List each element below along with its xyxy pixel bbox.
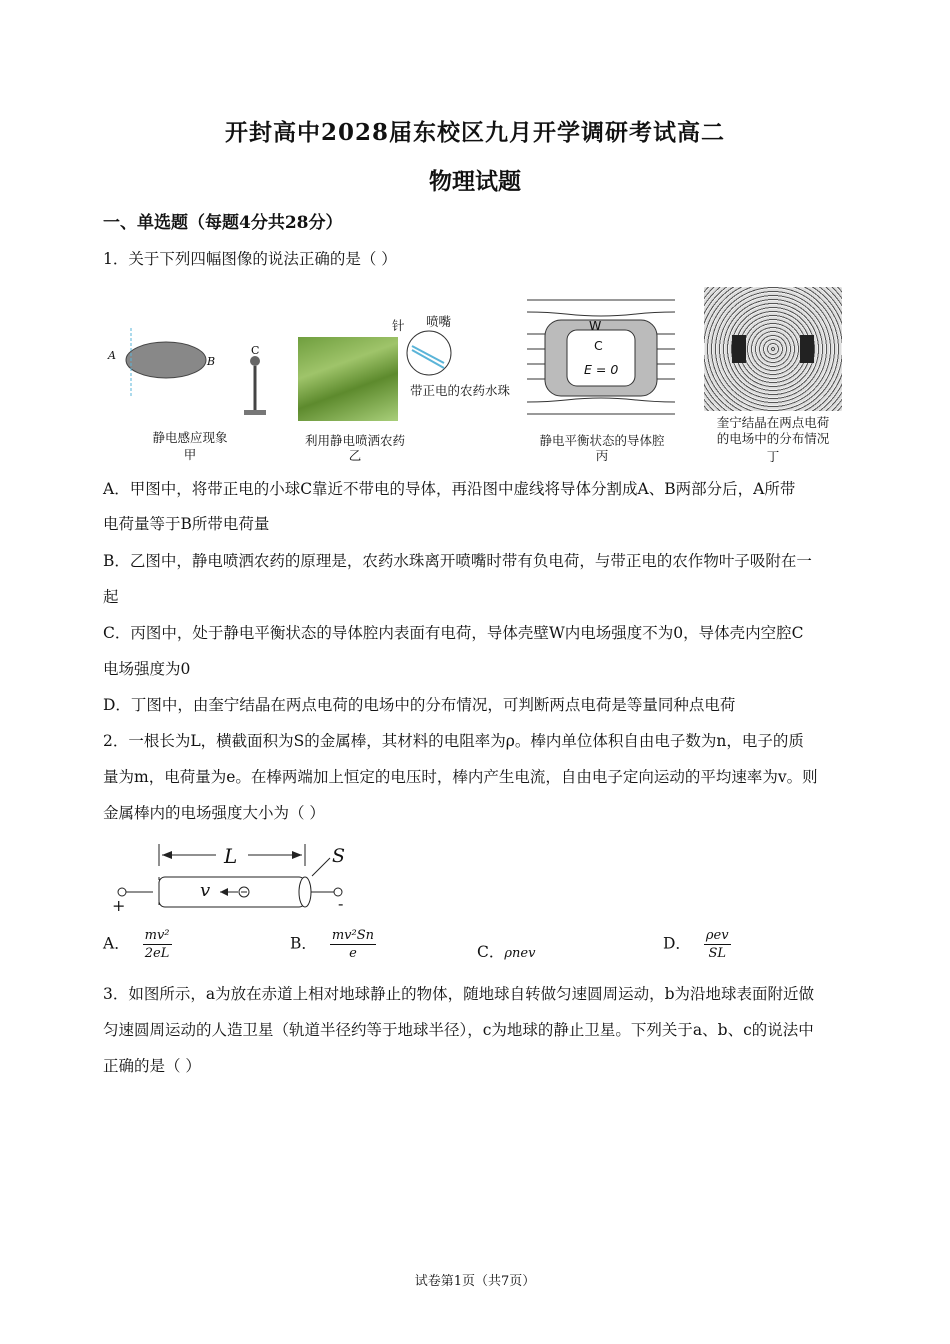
q3-line2: 匀速圆周运动的人造卫星（轨道半径约等于地球半径），c为地球的静止卫星。下列关于a、b、c的说法中: [103, 1021, 814, 1039]
q2-option-d-label: D．: [663, 934, 691, 953]
fig-jia-caption: 静电感应现象: [152, 430, 228, 445]
q2-option-b: [290, 928, 376, 961]
fig-jia-tag: 甲: [183, 447, 197, 462]
fig-jia-label-b: B: [207, 355, 216, 368]
q2-option-a-den: 2eL: [144, 946, 170, 961]
q1-option-c-line2: 电场强度为0: [103, 660, 191, 678]
q2-option-b-label: B．: [290, 934, 317, 953]
q2-option-a-label: A．: [103, 934, 130, 953]
rod-area-label: S: [332, 845, 346, 867]
q2-option-a-num: mv²: [144, 928, 170, 943]
q1-option-b-line1: B．乙图中，静电喷洒农药的原理是，农药水珠离开喷嘴时带有负电荷，与带正电的农作物叶子吸附在一: [103, 552, 812, 570]
fig-jia-label-c: C: [251, 344, 260, 357]
fig-yi-droplet: 带正电的农药水珠: [410, 383, 511, 398]
figure-jia: [104, 328, 274, 420]
section-heading: 一、单选题（每题4分共28分）: [103, 213, 343, 233]
q1-option-b-line2: 起: [103, 588, 119, 606]
q2-option-b-den: e: [349, 946, 357, 961]
rod-minus-sign: -: [338, 894, 344, 913]
fig-bing-c: C: [594, 338, 603, 353]
exam-subtitle: 物理试题: [429, 168, 521, 195]
q1-stem: 1．关于下列四幅图像的说法正确的是（ ）: [103, 250, 397, 268]
page-footer: 试卷第1页（共7页）: [414, 1274, 536, 1289]
q2-option-d-num: ρev: [705, 928, 729, 943]
fig-jia-label-a: A: [108, 349, 116, 362]
figure-yi-photo: [298, 337, 398, 421]
exam-title: 开封高中2028届东校区九月开学调研考试高二: [224, 119, 725, 146]
q2-line3: 金属棒内的电场强度大小为（ ）: [103, 804, 325, 822]
rod-velocity-label: v: [200, 880, 211, 901]
q2-line2: 量为m，电荷量为e。在棒两端加上恒定的电压时，棒内产生电流，自由电子定向运动的平均速率为v。则: [103, 768, 818, 786]
q3-line1: 3．如图所示，a为放在赤道上相对地球静止的物体，随地球自转做匀速圆周运动，b为沿地球表面附近做: [103, 985, 815, 1003]
fig-yi-tag: 乙: [348, 448, 362, 463]
figure-yi-nozzle-diagram: [404, 328, 454, 378]
figure-ding-photo: [704, 287, 842, 411]
rod-plus-sign: +: [112, 896, 126, 915]
q1-option-a-line2: 电荷量等于B所带电荷量: [103, 515, 270, 533]
figure-bing: [527, 294, 675, 426]
fig-yi-caption: 利用静电喷洒农药: [304, 433, 405, 448]
fig-ding-tag: 丁: [766, 449, 780, 464]
q1-option-d: D．丁图中，由奎宁结晶在两点电荷的电场中的分布情况，可判断两点电荷是等量同种点电荷: [103, 696, 736, 714]
q2-option-d-den: SL: [708, 946, 726, 961]
fig-bing-caption: 静电平衡状态的导体腔: [539, 433, 665, 448]
q1-option-a-line1: A．甲图中，将带正电的小球C靠近不带电的导体，再沿图中虚线将导体分割成A、B两部分后，A所带: [103, 480, 796, 498]
fig-yi-nozzle: 喷嘴: [426, 314, 452, 329]
q2-option-c-label: C．: [477, 943, 505, 961]
q1-option-c-line1: C．丙图中，处于静电平衡状态的导体腔内表面有电荷，导体壳壁W内电场强度不为0，导体壳内空腔C: [103, 624, 804, 642]
fig-bing-e: E = 0: [584, 362, 619, 377]
q2-option-a: [103, 928, 172, 961]
q2-option-b-num: mv²Sn: [331, 928, 374, 943]
q2-option-d: [663, 928, 731, 961]
fig-bing-tag: 丙: [595, 448, 609, 463]
q2-option-c-text: ρnev: [504, 946, 536, 961]
q3-line3: 正确的是（ ）: [103, 1057, 201, 1075]
rod-length-label: L: [224, 844, 238, 868]
fig-ding-caption-1: 奎宁结晶在两点电荷: [716, 415, 830, 430]
q2-option-c: [477, 940, 535, 962]
q2-line1: 2．一根长为L，横截面积为S的金属棒，其材料的电阻率为ρ。棒内单位体积自由电子数为n，电子的质: [103, 732, 804, 750]
fig-yi-needle: 针: [392, 318, 405, 333]
fig-ding-caption-2: 的电场中的分布情况: [716, 431, 830, 446]
fig-bing-w: W: [589, 318, 602, 333]
